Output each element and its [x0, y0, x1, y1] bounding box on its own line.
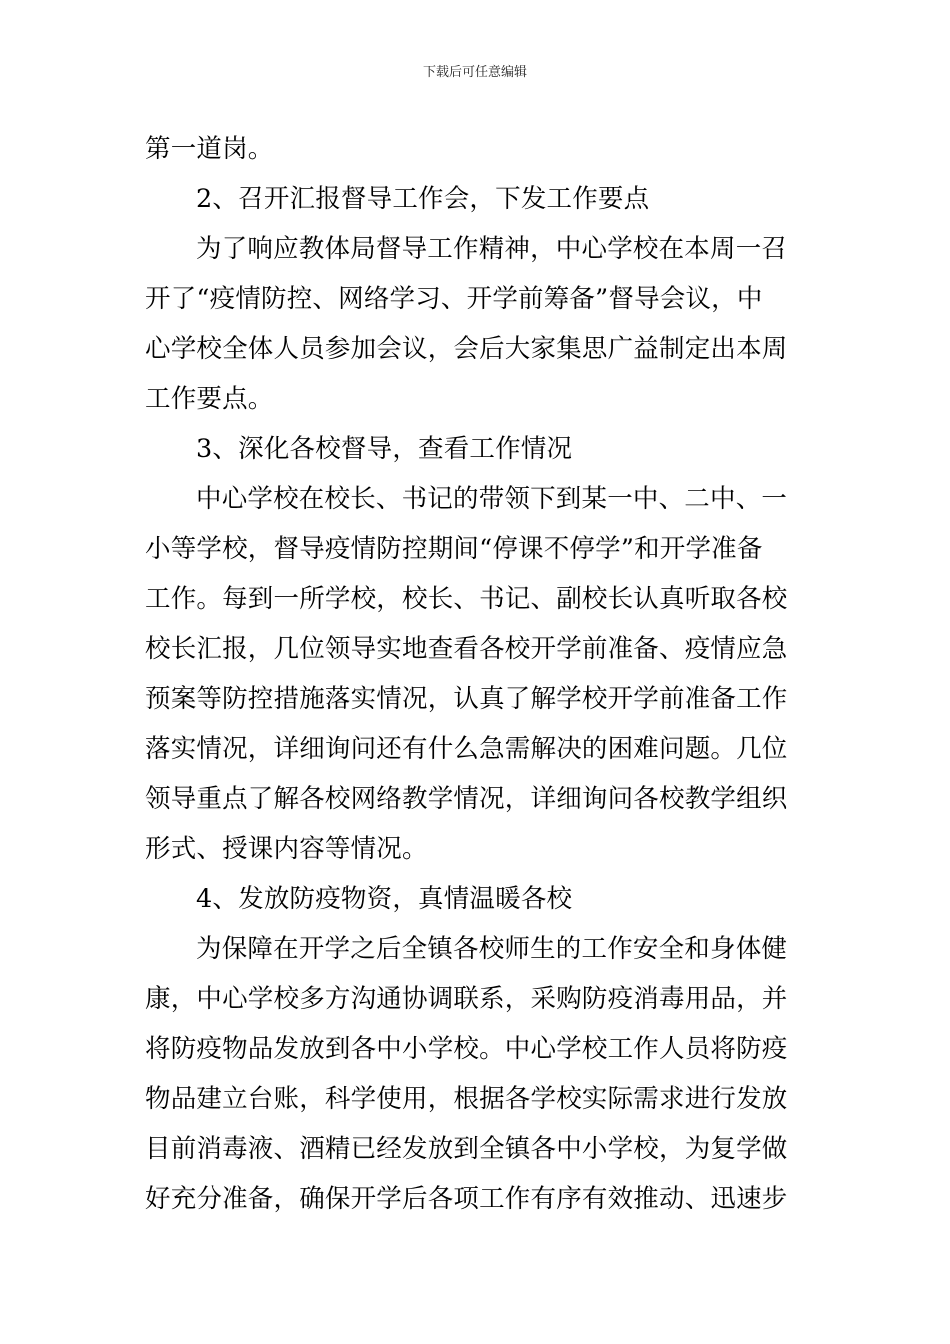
section-heading: 4、发放防疫物资，真情温暖各校	[196, 884, 573, 914]
text-line: 目前消毒液、酒精已经发放到全镇各中小学校，为复学做	[145, 1134, 788, 1164]
text-line: 为了响应教体局督导工作精神，中心学校在本周一召	[196, 234, 788, 264]
text-line: 校长汇报，几位领导实地查看各校开学前准备、疫情应急	[145, 634, 788, 664]
page-header: 下载后可任意编辑	[422, 65, 527, 80]
text-line: 将防疫物品发放到各中小学校。中心学校工作人员将防疫	[145, 1034, 788, 1064]
text-line: 好充分准备，确保开学后各项工作有序有效推动、迅速步	[145, 1184, 788, 1214]
text-line: 第一道岗。	[145, 134, 274, 164]
text-line: 预案等防控措施落实情况，认真了解学校开学前准备工作	[145, 684, 788, 714]
text-line: 中心学校在校长、书记的带领下到某一中、二中、一	[196, 484, 788, 514]
text-line: 为保障在开学之后全镇各校师生的工作安全和身体健	[196, 934, 788, 964]
text-line: 工作要点。	[145, 384, 274, 414]
text-line: 形式、授课内容等情况。	[145, 834, 428, 864]
text-line: 小等学校，督导疫情防控期间“停课不停学”和开学准备	[145, 534, 763, 564]
text-line: 开了“疫情防控、网络学习、开学前筹备”督导会议，中	[145, 284, 763, 314]
text-line: 领导重点了解各校网络教学情况，详细询问各校教学组织	[145, 784, 788, 814]
section-heading: 2、召开汇报督导工作会，下发工作要点	[196, 184, 650, 214]
section-heading: 3、深化各校督导，查看工作情况	[196, 434, 573, 464]
text-line: 工作。每到一所学校，校长、书记、副校长认真听取各校	[145, 584, 788, 614]
text-line: 康，中心学校多方沟通协调联系，采购防疫消毒用品，并	[145, 984, 788, 1014]
text-line: 心学校全体人员参加会议，会后大家集思广益制定出本周	[145, 334, 788, 364]
text-line: 物品建立台账，科学使用，根据各学校实际需求进行发放	[145, 1084, 788, 1114]
text-line: 落实情况，详细询问还有什么急需解决的困难问题。几位	[145, 734, 788, 764]
